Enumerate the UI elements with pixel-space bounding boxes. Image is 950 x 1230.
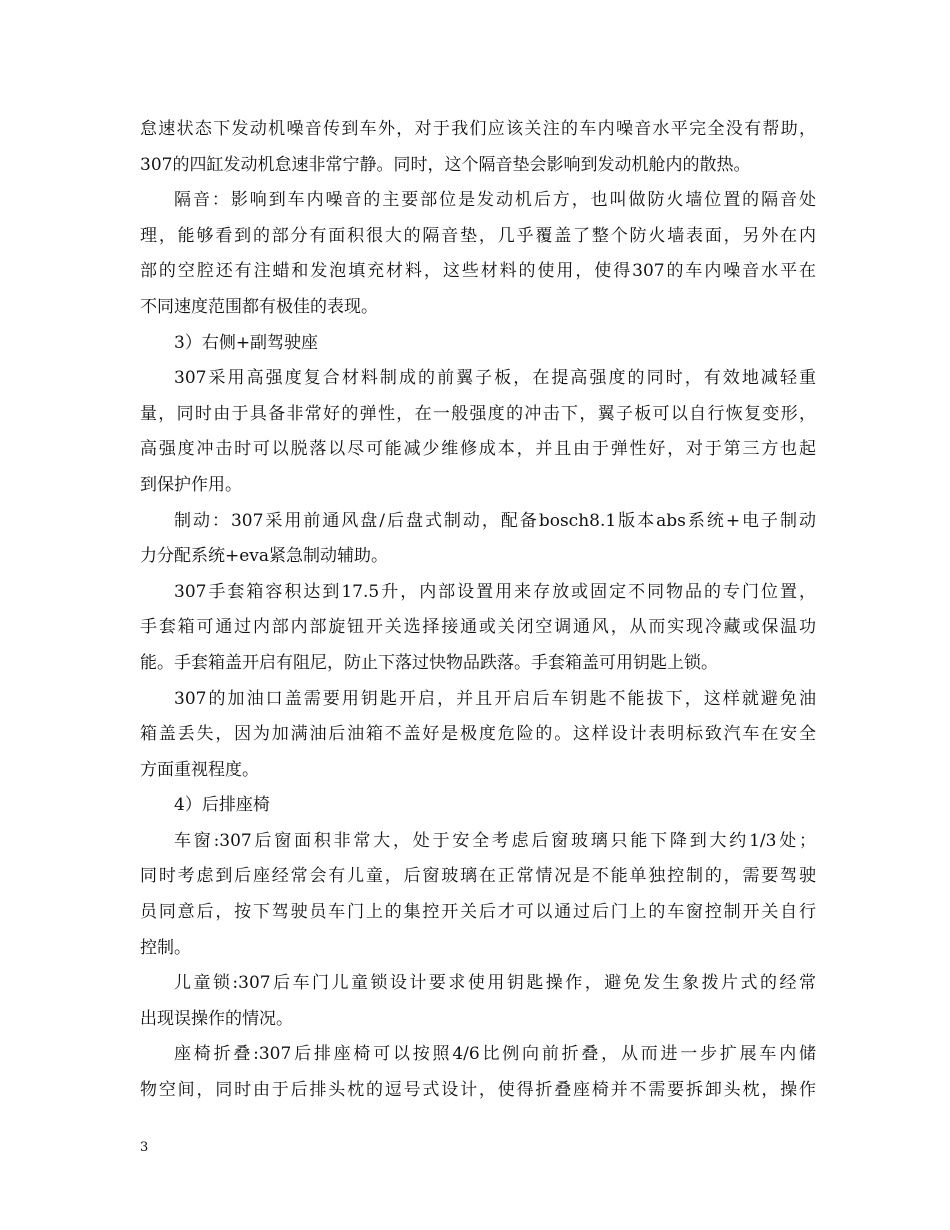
body-text	[140, 112, 816, 1109]
text-line: 307的四缸发动机怠速非常宁静。同时，这个隔音垫会影响到发动机舱内的散热。	[140, 154, 751, 175]
page-number: 3	[140, 1140, 149, 1155]
text-line: 307的加油口盖需要用钥匙开启，并且开启后车钥匙不能拔下，这样就避免油	[174, 688, 816, 709]
text-line: 员同意后，按下驾驶员车门上的集控开关后才可以通过后门上的车窗控制开关自行	[140, 902, 816, 923]
text-line: 方面重视程度。	[140, 759, 259, 780]
text-line: 部的空腔还有注蜡和发泡填充材料，这些材料的使用，使得307的车内噪音水平在	[140, 261, 816, 282]
text-line: 怠速状态下发动机噪音传到车外，对于我们应该关注的车内噪音水平完全没有帮助，	[140, 119, 816, 139]
text-line: 高强度冲击时可以脱落以尽可能减少维修成本，并且由于弹性好，对于第三方也起	[140, 439, 816, 460]
text-line: 箱盖丢失，因为加满油后油箱不盖好是极度危险的。这样设计表明标致汽车在安全	[140, 724, 816, 745]
text-line: 控制。	[140, 937, 191, 958]
text-line: 能。手套箱盖开启有阻尼，防止下落过快物品跌落。手套箱盖可用钥匙上锁。	[140, 652, 718, 673]
text-line: 不同速度范围都有极佳的表现。	[140, 296, 378, 317]
text-line: 物空间，同时由于后排头枕的逗号式设计，使得折叠座椅并不需要拆卸头枕，操作	[140, 1080, 816, 1101]
text-line: 理，能够看到的部分有面积很大的隔音垫，几乎覆盖了整个防火墙表面，另外在内	[140, 225, 816, 246]
text-line: 同时考虑到后座经常会有儿童，后窗玻璃在正常情况是不能单独控制的，需要驾驶	[140, 866, 816, 887]
text-line: 手套箱可通过内部内部旋钮开关选择接通或关闭空调通风，从而实现冷藏或保温功	[140, 617, 816, 638]
text-line: 力分配系统+eva紧急制动辅助。	[140, 546, 389, 567]
text-line: 307采用高强度复合材料制成的前翼子板，在提高强度的同时，有效地减轻重	[174, 368, 816, 389]
text-line: 量，同时由于具备非常好的弹性，在一般强度的冲击下，翼子板可以自行恢复变形，	[140, 403, 816, 424]
text-line: 座椅折叠:307后排座椅可以按照4/6比例向前折叠，从而进一步扩展车内储	[174, 1044, 816, 1065]
text-line: 隔音：影响到车内噪音的主要部位是发动机后方，也叫做防火墙位置的隔音处	[174, 190, 816, 211]
text-line: 出现误操作的情况。	[140, 1008, 293, 1029]
text-line: 儿童锁:307后车门儿童锁设计要求使用钥匙操作，避免发生象拨片式的经常	[174, 973, 816, 994]
text-line: 制动：307采用前通风盘/后盘式制动，配备bosch8.1版本abs系统+电子制动	[174, 510, 816, 531]
text-line: 4）后排座椅	[174, 795, 270, 816]
text-line: 307手套箱容积达到17.5升，内部设置用来存放或固定不同物品的专门位置，	[174, 581, 816, 602]
text-line: 3）右侧+副驾驶座	[174, 332, 319, 353]
text-line: 车窗:307后窗面积非常大，处于安全考虑后窗玻璃只能下降到大约1/3处；	[174, 830, 816, 851]
text-line: 到保护作用。	[140, 474, 242, 495]
